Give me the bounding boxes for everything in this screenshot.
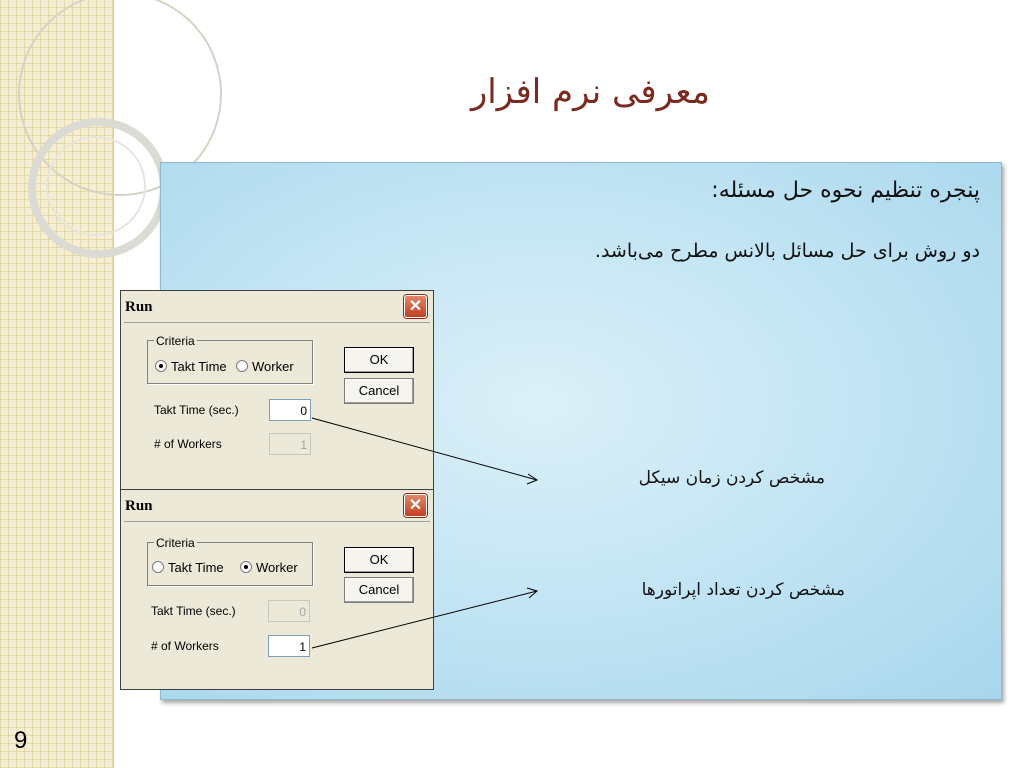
takt-time-input[interactable]: 0 (268, 600, 310, 622)
panel-subtext: دو روش برای حل مسائل بالانس مطرح می‌باشد. (594, 240, 980, 262)
cancel-button[interactable]: Cancel (344, 577, 414, 603)
radio-label: Takt Time (171, 359, 227, 374)
dialog-title: Run (125, 299, 153, 315)
close-icon[interactable]: ✕ (404, 494, 427, 517)
takt-time-input[interactable]: 0 (269, 399, 311, 421)
annotation-cycle-time: مشخص کردن زمان سیکل (638, 468, 825, 488)
takt-time-label: Takt Time (sec.) (154, 403, 239, 417)
workers-input[interactable]: 1 (269, 433, 311, 455)
slide-title: معرفی نرم افزار (470, 72, 710, 112)
annotation-worker-count: مشخص کردن تعداد اپراتورها (641, 580, 845, 600)
arrow-to-workers (312, 591, 537, 648)
ok-button[interactable]: OK (344, 547, 414, 573)
ok-button[interactable]: OK (344, 347, 414, 373)
criteria-legend: Criteria (156, 334, 195, 348)
radio-label: Worker (252, 359, 294, 374)
close-icon[interactable]: ✕ (404, 295, 427, 318)
criteria-legend: Criteria (156, 536, 195, 550)
page-number: 9 (14, 727, 28, 754)
panel-heading: پنجره تنظیم نحوه حل مسئله: (711, 178, 980, 203)
radio-label: Worker (256, 560, 298, 575)
takt-time-label: Takt Time (sec.) (151, 604, 236, 618)
arrow-to-takt (312, 418, 537, 480)
workers-input[interactable]: 1 (268, 635, 310, 657)
dialog-title: Run (125, 498, 153, 514)
workers-label: # of Workers (151, 639, 219, 653)
radio-label: Takt Time (168, 560, 224, 575)
cancel-button[interactable]: Cancel (344, 378, 414, 404)
workers-label: # of Workers (154, 437, 222, 451)
